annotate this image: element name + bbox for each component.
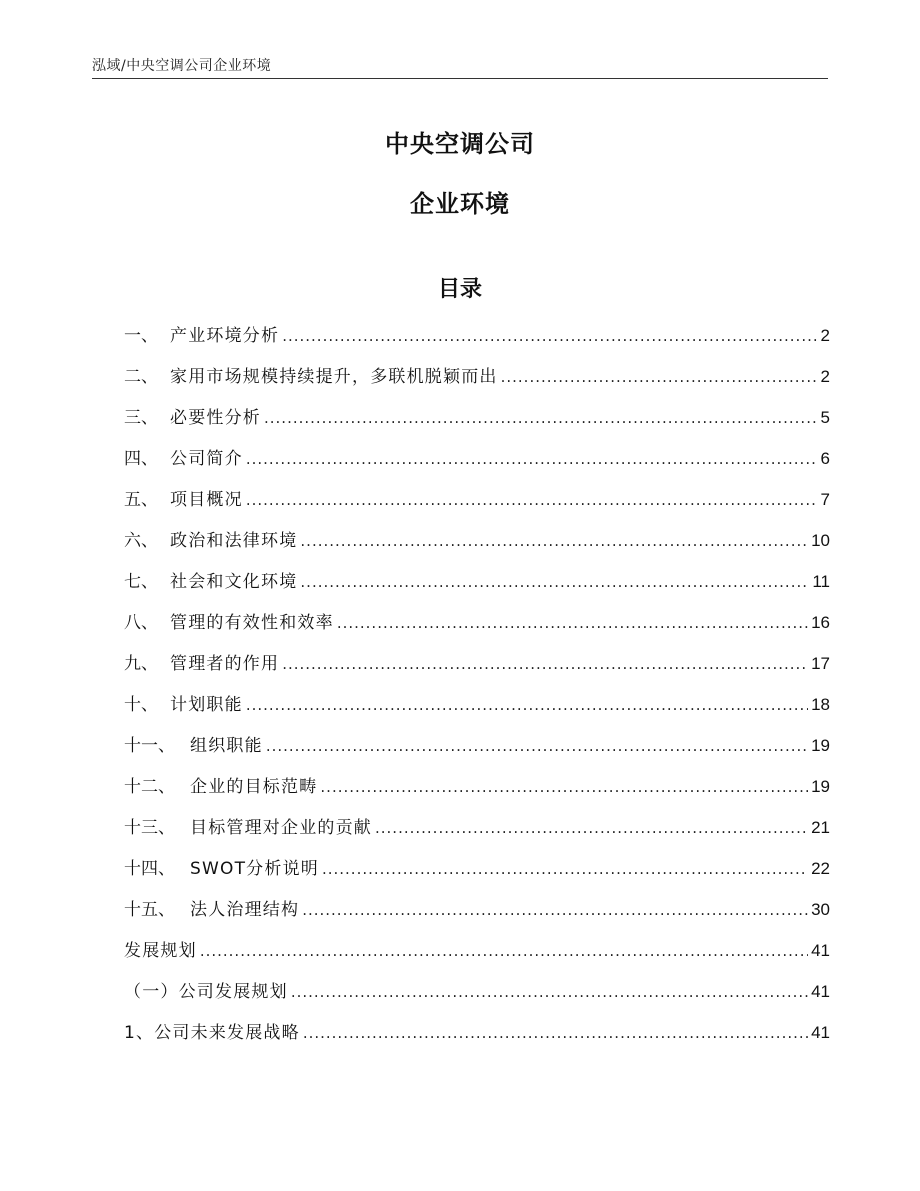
- toc-entry[interactable]: [124, 691, 830, 732]
- toc-leader-dots: [320, 773, 808, 801]
- toc-entry[interactable]: [124, 1019, 830, 1060]
- toc-leader-dots: [302, 896, 808, 924]
- toc-entry[interactable]: [124, 650, 830, 691]
- toc-entry-page: 19: [811, 777, 830, 796]
- toc-leader-dots: [322, 855, 808, 883]
- toc-entry-title: SWOT分析说明: [190, 859, 319, 879]
- toc-leader-dots: [375, 814, 808, 842]
- toc-entry[interactable]: [124, 527, 830, 568]
- toc-leader-dots: [501, 363, 818, 391]
- toc-entry-title: （一）公司发展规划: [124, 982, 288, 1002]
- toc-entry-page: 21: [811, 818, 830, 837]
- toc-entry-title: 目标管理对企业的贡献: [190, 818, 372, 838]
- toc-entry-number: 十四、: [124, 859, 175, 879]
- toc-entry-page: 2: [820, 326, 830, 345]
- toc-entry-page: 16: [811, 613, 830, 632]
- toc-entry-number: 九、: [124, 654, 158, 674]
- toc-entry-title: 法人治理结构: [190, 900, 300, 920]
- toc-entry-number: 十五、: [124, 900, 175, 920]
- toc-entry-number: 十三、: [124, 818, 175, 838]
- toc-leader-dots: [291, 978, 808, 1006]
- toc-leader-dots: [264, 404, 818, 432]
- toc-entry-title: 必要性分析: [170, 408, 261, 428]
- toc-entry-number: 四、: [124, 449, 158, 469]
- toc-entry-number: 八、: [124, 613, 158, 633]
- toc-entry-title: 组织职能: [190, 736, 263, 756]
- toc-entry-number: 七、: [124, 572, 158, 592]
- toc-leader-dots: [266, 732, 808, 760]
- toc-leader-dots: [246, 691, 808, 719]
- document-title: 中央空调公司: [385, 130, 535, 158]
- toc-entry-page: 2: [820, 367, 830, 386]
- toc-entry-title: 1、公司未来发展战略: [124, 1023, 300, 1043]
- toc-entry[interactable]: [124, 773, 830, 814]
- toc-entry-number: 三、: [124, 408, 158, 428]
- toc-entry-page: 5: [820, 408, 830, 427]
- toc-entry-number: 一、: [124, 326, 158, 346]
- toc-leader-dots: [282, 650, 808, 678]
- toc-entry[interactable]: [124, 486, 830, 527]
- toc-leader-dots: [200, 937, 808, 965]
- header-divider: [92, 78, 828, 79]
- toc-entry-title: 管理的有效性和效率: [170, 613, 334, 633]
- toc-entry-page: 22: [811, 859, 830, 878]
- toc-entry-page: 41: [811, 1023, 830, 1042]
- toc-entry-number: 二、: [124, 367, 158, 387]
- toc-leader-dots: [300, 568, 809, 596]
- toc-entry-page: 41: [811, 941, 830, 960]
- toc-entry[interactable]: [124, 568, 830, 609]
- toc-leader-dots: [282, 322, 817, 350]
- toc-entry-number: 五、: [124, 490, 158, 510]
- toc-leader-dots: [246, 486, 818, 514]
- toc-entry-number: 十一、: [124, 736, 175, 756]
- toc-entry[interactable]: [124, 445, 830, 486]
- toc-leader-dots: [337, 609, 808, 637]
- toc-entry[interactable]: [124, 855, 830, 896]
- toc-entry-page: 18: [811, 695, 830, 714]
- toc-entry-title: 项目概况: [170, 490, 243, 510]
- toc-entry-page: 10: [811, 531, 830, 550]
- toc-entry-page: 19: [811, 736, 830, 755]
- toc-leader-dots: [246, 445, 818, 473]
- toc-entry-title: 公司简介: [170, 449, 243, 469]
- toc-entry[interactable]: [124, 937, 830, 978]
- toc-entry[interactable]: [124, 322, 830, 363]
- toc-entry[interactable]: [124, 609, 830, 650]
- toc-entry-title: 管理者的作用: [170, 654, 280, 674]
- toc-entry-page: 6: [820, 449, 830, 468]
- toc-entry[interactable]: [124, 978, 830, 1019]
- toc-entry-number: 十二、: [124, 777, 175, 797]
- toc-entry-title: 企业的目标范畴: [190, 777, 318, 797]
- toc-entry-title: 社会和文化环境: [170, 572, 298, 592]
- toc-heading: 目录: [437, 277, 482, 302]
- toc-entry[interactable]: [124, 896, 830, 937]
- toc-entry-page: 7: [820, 490, 830, 509]
- toc-entry-page: 11: [812, 572, 830, 591]
- toc-entry-title: 计划职能: [170, 695, 243, 715]
- toc-leader-dots: [303, 1019, 808, 1047]
- toc-entry-title: 产业环境分析: [170, 326, 280, 346]
- toc-entry[interactable]: [124, 363, 830, 404]
- table-of-contents: [124, 322, 830, 1060]
- toc-leader-dots: [300, 527, 808, 555]
- toc-entry-page: 41: [811, 982, 830, 1001]
- document-subtitle: 企业环境: [410, 190, 510, 218]
- toc-entry-title: 政治和法律环境: [170, 531, 298, 551]
- toc-entry-title: 家用市场规模持续提升，多联机脱颖而出: [170, 367, 498, 387]
- toc-entry-page: 17: [811, 654, 830, 673]
- toc-entry[interactable]: [124, 732, 830, 773]
- toc-entry-number: 十、: [124, 695, 158, 715]
- toc-entry[interactable]: [124, 404, 830, 445]
- running-header: 泓域/中央空调公司企业环境: [92, 58, 272, 74]
- toc-entry-page: 30: [811, 900, 830, 919]
- toc-entry-number: 六、: [124, 531, 158, 551]
- toc-entry[interactable]: [124, 814, 830, 855]
- toc-entry-title: 发展规划: [124, 941, 197, 961]
